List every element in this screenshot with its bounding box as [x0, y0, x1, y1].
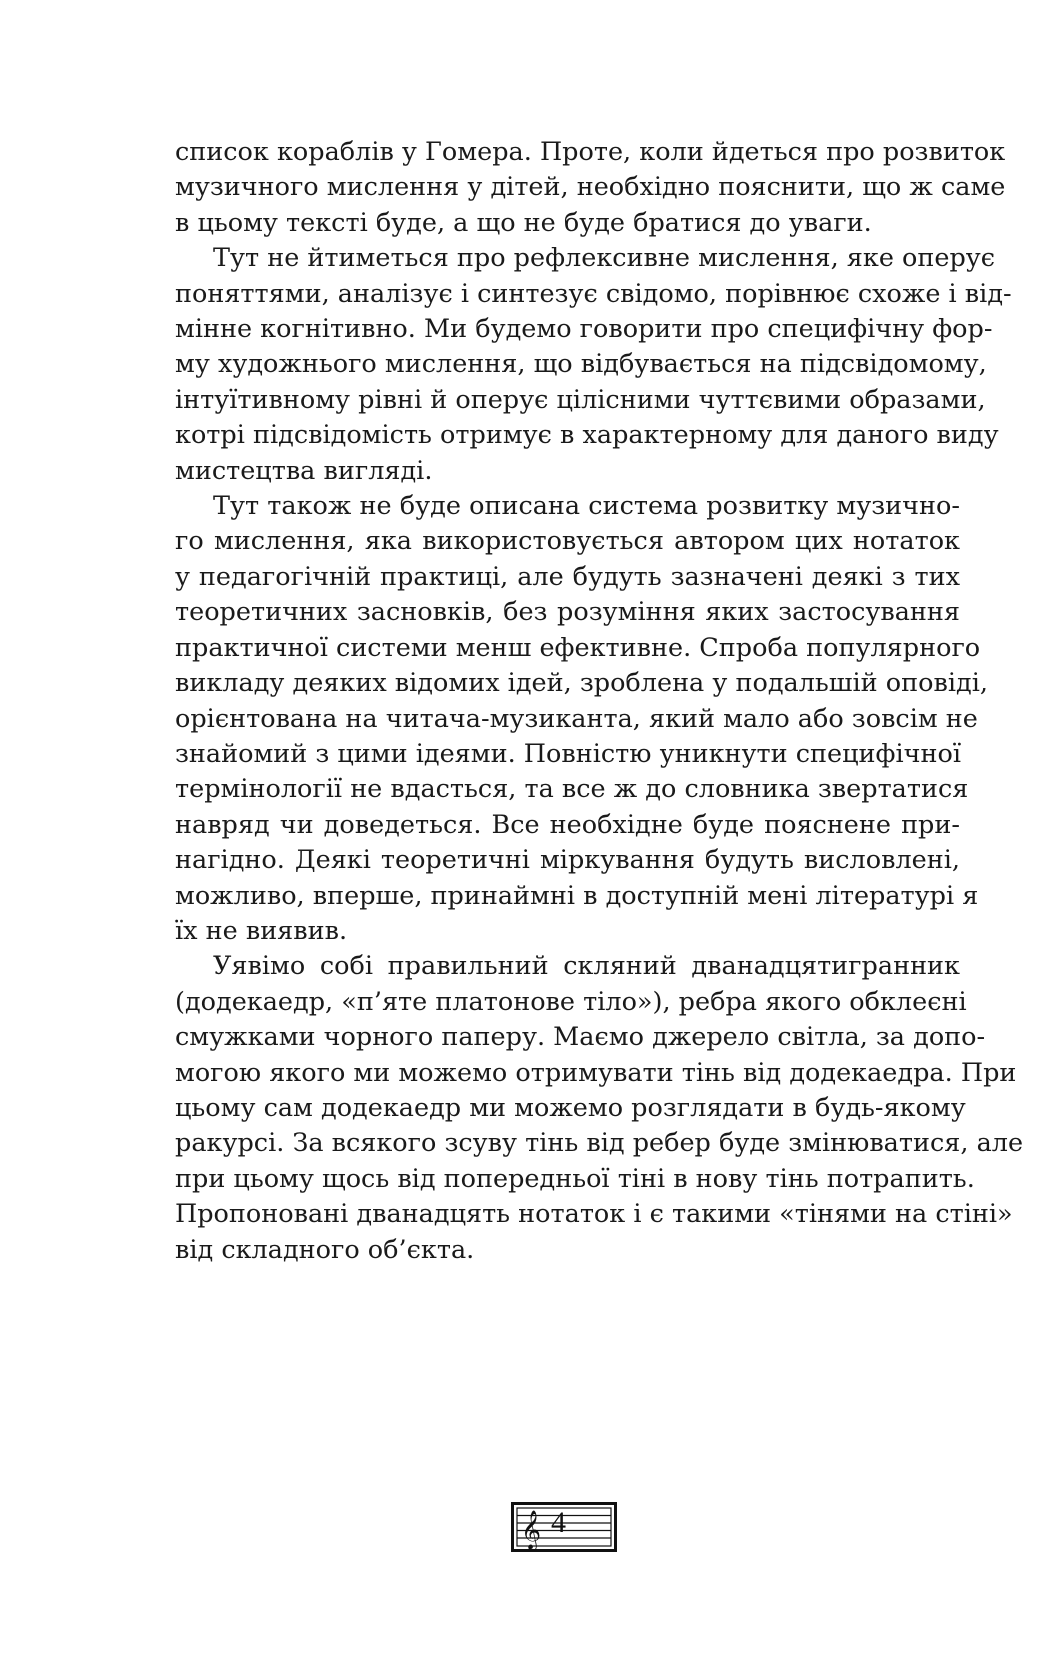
text-line: поняттями, аналізує і синтезує свідомо, порівнює схоже і від-: [175, 278, 1012, 309]
text-line: при цьому щось від попередньої тіні в нову тінь потрапить.: [175, 1163, 975, 1194]
text-line: котрі підсвідомість отримує в характерному для даного виду: [175, 420, 999, 451]
text-line: могою якого ми можемо отримувати тінь від додекаедра. При: [175, 1057, 1017, 1088]
paragraph: [175, 241, 1012, 489]
text-line: мінне когнітивно. Ми будемо говорити про специфічну фор-: [175, 314, 993, 345]
text-line: список кораблів у Гомера. Проте, коли йдеться про розвиток: [175, 137, 1006, 167]
page-number: 4: [551, 1506, 566, 1539]
text-line: орієнтована на читача-музиканта, який мало або зовсім не: [175, 703, 978, 734]
text-line: цьому сам додекаедр ми можемо розглядати в будь-якому: [175, 1092, 966, 1123]
text-line: мистецтва вигляді.: [175, 455, 433, 486]
text-line: практичної системи менш ефективне. Спроба популярного: [175, 632, 981, 663]
text-line: викладу деяких відомих ідей, зроблена у подальшій оповіді,: [175, 668, 988, 699]
paragraph: [175, 135, 1006, 241]
text-line: (додекаедр, «п’яте платонове тіло»), ребра якого обклеєні: [175, 986, 967, 1017]
text-line: їх не виявив.: [175, 915, 348, 946]
body-text: [175, 135, 1024, 1268]
text-line: музичного мислення у дітей, необхідно пояснити, що ж саме: [175, 172, 1006, 203]
text-line: в цьому тексті буде, а що не буде братися до уваги.: [175, 207, 872, 238]
text-line: Тут не йтиметься про рефлексивне мислення, яке оперує: [213, 243, 996, 274]
text-line: теоретичних засновків, без розуміння яких застосування: [175, 597, 960, 628]
text-line: ракурсі. За всякого зсуву тінь від ребер буде змінюватися, але: [175, 1128, 1024, 1159]
text-line: Уявімо собі правильний скляний дванадцятигранник: [213, 951, 960, 982]
text-line: навряд чи доведеться. Все необхідне буде пояснене при-: [175, 809, 960, 840]
text-line: можливо, вперше, принаймні в доступній мені літературі я: [175, 880, 979, 911]
text-line: Тут також не буде описана система розвитку музично-: [213, 491, 960, 522]
text-line: термінології не вдасться, та все ж до словника звертатися: [175, 774, 969, 805]
text-line: му художнього мислення, що відбувається на підсвідомому,: [175, 349, 987, 380]
text-line: нагідно. Деякі теоретичні міркування будуть висловлені,: [175, 845, 960, 876]
page-number-ornament: [511, 1502, 617, 1552]
text-line: смужками чорного паперу. Маємо джерело світла, за допо-: [175, 1022, 986, 1053]
paragraph: [175, 489, 988, 949]
text-line: Пропоновані дванадцять нотаток і є такими «тінями на стіні»: [175, 1199, 1013, 1230]
text-line: інтуїтивному рівні й оперує цілісними чуттєвими образами,: [175, 384, 986, 415]
paragraph: [175, 949, 1024, 1268]
text-line: го мислення, яка використовується автором цих нотаток: [175, 526, 960, 557]
text-line: у педагогічній практиці, але будуть зазначені деякі з тих: [175, 561, 960, 592]
text-line: знайомий з цими ідеями. Повністю уникнути специфічної: [175, 738, 961, 769]
svg-text:𝄞: 𝄞: [521, 1510, 542, 1550]
text-line: від складного об’єкта.: [175, 1234, 475, 1265]
